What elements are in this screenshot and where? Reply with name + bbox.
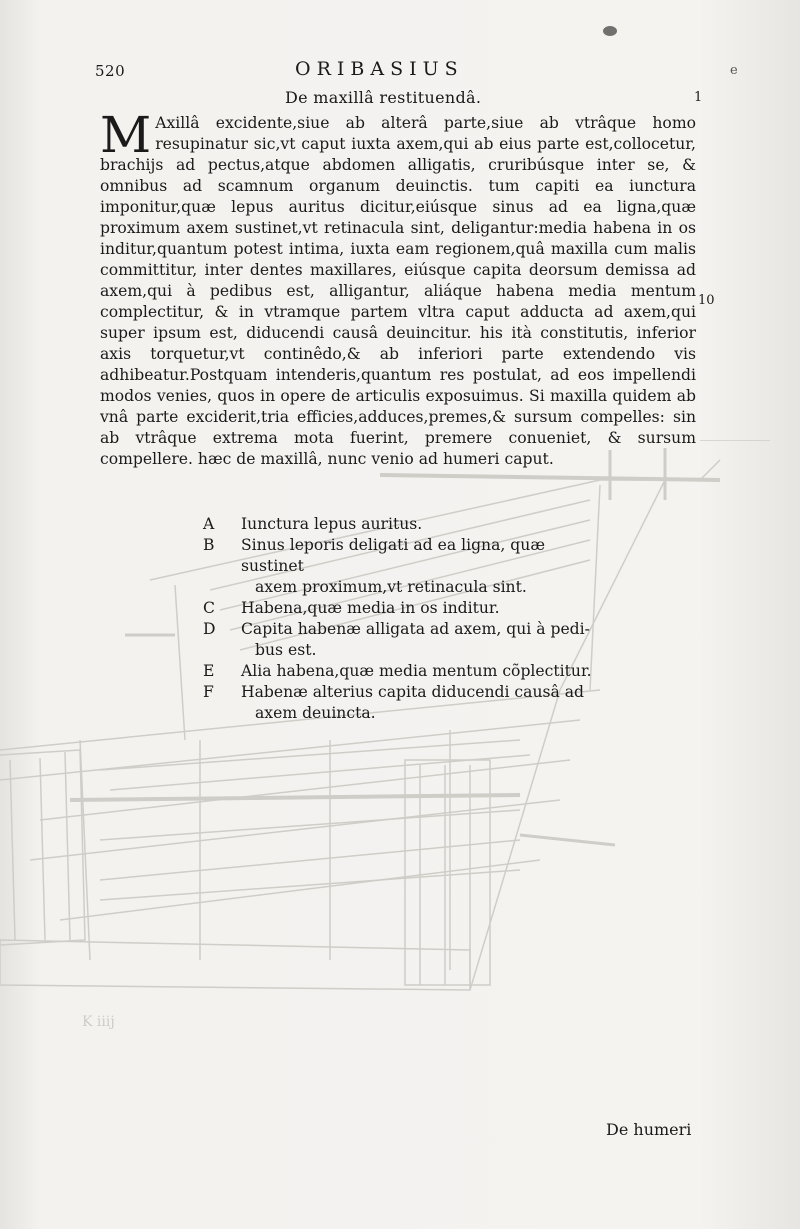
legend-text-line: Capita habenæ alligata ad axem, qui à pedi-	[241, 620, 590, 638]
signature-mark: K iiij	[82, 1014, 115, 1030]
body-paragraph	[100, 106, 696, 470]
drop-cap: M	[100, 106, 152, 164]
margin-line-number-1: 1	[694, 90, 703, 105]
legend-text	[241, 619, 600, 661]
legend-item-b	[200, 535, 600, 598]
page-header	[95, 58, 745, 84]
legend-text	[241, 661, 600, 682]
legend-letter: D	[203, 620, 216, 638]
legend-text-continuation: bus est.	[255, 641, 317, 659]
legend-item-a	[200, 514, 600, 535]
legend-text-continuation: axem proximum,vt retinacula sint.	[255, 578, 527, 596]
body-text	[100, 106, 696, 470]
legend-item-e	[200, 661, 600, 682]
body-paragraph-text: Axillâ excidente,siue ab alterâ parte,siue ab vtrâque homo resupinatur sic,vt caput iuxta axem,qui ab eius parte est,collocetur, brachijs ad pectus,atque abdomen alligatis, cruribúsque inter se, & omnibus ad scamnum organum deuinctis. tum capiti ea iunctura imponitur,quæ lepus auritus dicitur,eiúsque sinus ad ea ligna,quæ proximum axem sustinet,vt retinacula sint, deligantur:media habena in os inditur,quantum potest intima, iuxta eam regionem,quâ maxilla cum malis committitur, inter dentes maxillares, eiúsque capita deorsum demissa ad axem,qui à pedibus est, alligantur, aliáque habena media mentum complectitur, & in vtramque partem vltra caput adducta ad axem,qui super ipsum est, diducendi causâ deuincitur. his ità constitutis, inferior axis torquetur,vt continêdo,& ab inferiori parte extendendo vis adhibeatur.Postquam intenderis,quantum res postulat, ad eos impellendi modos venies, quos in opere de articulis exposuimus. Si maxilla quidem ab vnâ parte exciderit,tria efficies,adduces,premes,& sursum compelles: sin ab vtrâque extrema mota fuerint, premere conueniet, & sursum compellere. hæc de maxillâ, nunc venio ad humeri caput.	[100, 114, 696, 468]
legend-letter: A	[203, 515, 215, 533]
legend-text-line: Iunctura lepus auritus.	[241, 515, 423, 533]
legend-letter: C	[203, 599, 215, 617]
legend-item-c	[200, 598, 600, 619]
margin-line-number-10: 10	[698, 293, 715, 308]
page-number: 520	[95, 62, 126, 80]
figure-legend	[200, 514, 600, 724]
legend-letter: F	[203, 683, 214, 701]
legend-letter: E	[203, 662, 215, 680]
legend-text-continuation: axem deuincta.	[255, 704, 376, 722]
legend-text-line: Habena,quæ media in os inditur.	[241, 599, 500, 617]
legend-text-line: Alia habena,quæ media mentum cõplectitur.	[241, 662, 592, 680]
legend-letter: B	[203, 536, 215, 554]
catchword: De humeri	[606, 1120, 692, 1139]
legend-item-d	[200, 619, 600, 661]
legend-text	[241, 514, 600, 535]
legend-item-f	[200, 682, 600, 724]
legend-text	[241, 682, 600, 724]
legend-text-line: Habenæ alterius capita diducendi causâ ad	[241, 683, 585, 701]
legend-text-line: Sinus leporis deligati ad ea ligna, quæ sustinet	[241, 536, 545, 575]
corner-mark: e	[730, 63, 738, 78]
legend-text	[241, 598, 600, 619]
legend-text	[241, 535, 600, 598]
running-head: ORIBASIUS	[295, 58, 464, 80]
section-title: De maxillâ restituendâ.	[285, 88, 482, 107]
ink-blot	[603, 26, 617, 36]
